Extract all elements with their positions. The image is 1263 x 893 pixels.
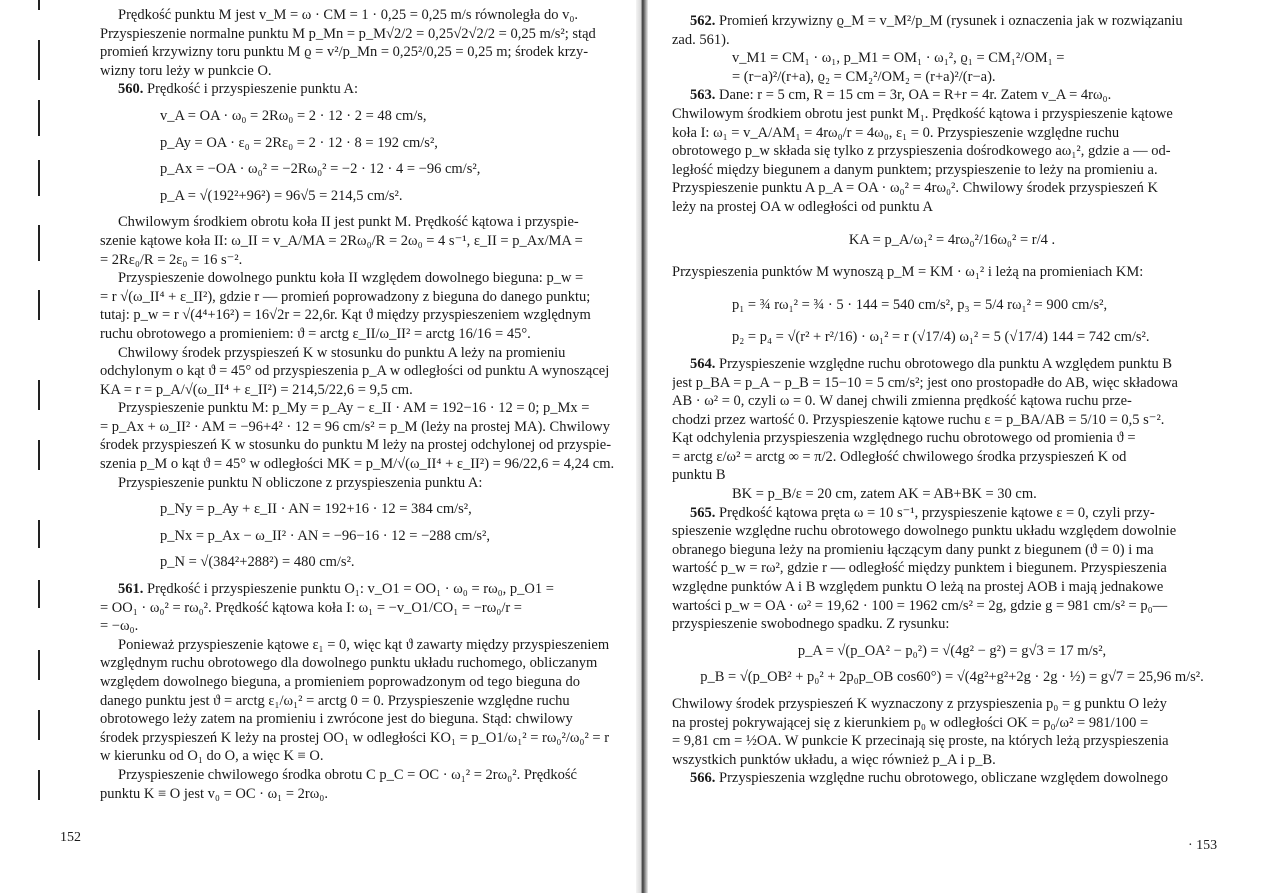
- margin-mark: [38, 710, 40, 740]
- text-line: [100, 381, 622, 400]
- line-text: obrotowego p_w składa się tylko z przyspieszenia dośrodkowego aω₁², gdzie a — od-: [672, 143, 1171, 160]
- text-line: [672, 429, 1232, 448]
- spacer: [672, 4, 1232, 12]
- line-text: Przyspieszenie normalne punktu M p_Mn = p_M√2/2 = 0,25√2√2/2 = 0,25 m/s²; stąd: [100, 25, 596, 42]
- line-text: p₁ = ¾ rω₁² = ¾ · 5 · 144 = 540 cm/s², p₃ = 5/4 rω₁² = 900 cm/s²,: [732, 296, 1108, 313]
- line-text: promień krzywizny toru punktu M ϱ = v²/p_Mn = 0,25²/0,25 = 0,25 m; środek krzy-: [100, 44, 589, 61]
- text-line: [672, 504, 1232, 523]
- text-line: [672, 374, 1232, 393]
- text-line: [100, 553, 622, 572]
- margin-mark: [38, 0, 40, 10]
- line-text: = r √(ω_II⁴ + ε_II²), gdzie r — promień poprowadzony z bieguna do danego punktu;: [100, 288, 591, 305]
- text-line: [672, 411, 1232, 430]
- line-text: chodzi przez wartość 0. Przyspieszenie kątowe ruchu ε = p_BA/AB = 5/10 = 0,5 s⁻².: [672, 411, 1165, 428]
- page-number-right: · 153: [1188, 838, 1218, 853]
- text-line: [672, 179, 1232, 198]
- line-text: p_Nx = p_Ax − ω_II² · AN = −96−16 · 12 = −288 cm/s²,: [160, 527, 491, 544]
- line-text: zad. 561).: [672, 31, 730, 48]
- spacer: [672, 660, 1232, 668]
- text-line: [672, 198, 1232, 217]
- line-text: = 2Rε₀/R = 2ε₀ = 16 s⁻².: [100, 251, 243, 268]
- text-line: [672, 124, 1232, 143]
- spacer: [672, 347, 1232, 355]
- line-text: KA = p_A/ω₁² = 4rω₀²/16ω₀² = r/4 .: [848, 231, 1056, 248]
- line-text: punktu B: [672, 467, 726, 484]
- margin-mark: [38, 650, 40, 680]
- spacer: [100, 126, 622, 134]
- line-text: p_Ax = −OA · ω₀² = −2Rω₀² = −2 · 12 · 4 = −96 cm/s²,: [160, 161, 481, 178]
- line-text: wszystkich punktów układu, a więc również p_A i p_B.: [672, 751, 996, 768]
- line-text: względnym ruchu obrotowego dla dowolnego punktu układu ruchomego, obliczanym: [100, 655, 598, 672]
- line-text: tutaj: p_w = r √(4⁴+16²) = 16√2r = 22,6r. Kąt ϑ między przyspieszeniem względnym: [100, 307, 591, 324]
- text-line: [100, 288, 622, 307]
- line-text: Przyspieszenie punktu N obliczone z przyspieszenia punktu A:: [118, 474, 483, 491]
- line-text: względem dowolnego bieguna, a promieniem poprowadzonym od tego bieguna do: [100, 674, 580, 690]
- line-text: v_M1 = CM₁ · ω₁, p_M1 = OM₁ · ω₁², ϱ₁ = CM₁²/OM₁ =: [732, 50, 1065, 67]
- text-line: [100, 580, 622, 599]
- text-line: [672, 769, 1232, 788]
- line-text: względne punktów A i B względem punktu O leżą na prostej AOB i mają jednakowe: [672, 579, 1164, 596]
- line-text: ległość między biegunem a danym punktem; przyspieszenie to leży na promieniu a.: [672, 161, 1158, 178]
- text-line: [672, 231, 1232, 250]
- spacer: [100, 205, 622, 213]
- text-line: [100, 213, 622, 232]
- line-text: p_N = √(384²+288²) = 480 cm/s².: [160, 554, 355, 571]
- line-text: danego punktu jest ϑ = arctg ε₁/ω₁² = arctg 0 = 0. Przyspieszenie względne ruchu: [100, 692, 570, 709]
- line-text: wartość p_w = rω², gdzie r — odległość między punktem i biegunem. Przyspieszenia: [672, 560, 1167, 577]
- right-page: [648, 0, 1263, 893]
- line-text: p₂ = p₄ = √(r² + r²/16) · ω₁² = r (√17/4) ω₁² = 5 (√17/4) 144 = 742 cm/s².: [732, 329, 1150, 346]
- text-line: [672, 695, 1232, 714]
- line-text: jest p_BA = p_A − p_B = 15−10 = 5 cm/s²; jest ono prostopadłe do AB, więc składowa: [672, 374, 1178, 391]
- line-text: Prędkość i przyspieszenie punktu O₁: v_O1 = OO₁ · ω₀ = rω₀, p_O1 =: [143, 581, 554, 598]
- line-text: obranego bieguna leży na promieniu łączącym dany punkt z biegunem (ϑ = 0) i ma: [672, 541, 1154, 558]
- text-line: [100, 325, 622, 344]
- text-line: [100, 344, 622, 363]
- text-line: [672, 296, 1232, 315]
- text-line: [100, 673, 622, 692]
- spacer: [100, 179, 622, 187]
- text-line: [672, 263, 1232, 282]
- text-line: [100, 636, 622, 655]
- text-line: [672, 751, 1232, 770]
- text-line: [100, 418, 622, 437]
- spacer: [100, 572, 622, 580]
- line-text: Chwilowym środkiem obrotu jest punkt M₁. Prędkość kątowa i przyspieszenie kątowe: [672, 105, 1173, 122]
- margin-mark: [38, 770, 40, 800]
- line-text: Przyspieszenie punktu M: p_My = p_Ay − ε_II · AM = 192−16 · 12 = 0; p_Mx =: [118, 400, 590, 417]
- line-text: p_B = √(p_OB² + p₀² + 2p₀p_OB cos60°) = √(4g²+g²+2g · 2g · ½) = g√7 = 25,96 m/s².: [700, 669, 1204, 686]
- text-line: [672, 328, 1232, 347]
- spacer: [672, 314, 1232, 328]
- text-line: [672, 485, 1232, 504]
- problem-number: 566.: [690, 770, 716, 787]
- line-text: spieszenie względne ruchu obrotowego dowolnego punktu układu względem dowolnie: [672, 523, 1177, 540]
- line-text: = p_Ax + ω_II² · AM = −96+4² · 12 = 96 cm/s² = p_M (leży na prostej MA). Chwilowy: [100, 418, 610, 435]
- line-text: Prędkość punktu M jest v_M = ω · CM = 1 · 0,25 = 0,25 m/s równoległa do v₀.: [118, 7, 579, 23]
- text-line: [100, 306, 622, 325]
- line-text: = 9,81 cm = ½OA. W punkcie K przecinają się proste, na których leżą przyspieszenia: [672, 733, 1169, 750]
- spacer: [100, 152, 622, 160]
- problem-number: 561.: [118, 581, 144, 598]
- line-text: Przyspieszenie chwilowego środka obrotu C p_C = OC · ω₁² = 2rω₀². Prędkość: [118, 766, 577, 783]
- text-line: [672, 12, 1232, 31]
- line-text: na prostej pokrywającej się z kierunkiem p₀ w odległości OK = p₀/ω² = 981/100 =: [672, 714, 1149, 731]
- text-line: [100, 269, 622, 288]
- line-text: KA = r = p_A/√(ω_II⁴ + ε_II²) = 214,5/22,6 = 9,5 cm.: [100, 381, 413, 398]
- line-text: Prędkość i przyspieszenie punktu A:: [143, 81, 359, 98]
- line-text: = (r−a)²/(r+a), ϱ₂ = CM₂²/OM₂ = (r+a)²/(r−a).: [732, 68, 996, 85]
- text-line: [100, 62, 622, 81]
- text-line: [672, 522, 1232, 541]
- spacer: [100, 519, 622, 527]
- line-text: Prędkość kątowa pręta ω = 10 s⁻¹, przyspieszenie kątowe ε = 0, czyli przy-: [715, 504, 1155, 521]
- text-line: [100, 455, 622, 474]
- line-text: Kąt odchylenia przyspieszenia względnego ruchu obrotowego od promienia ϑ =: [672, 430, 1136, 447]
- line-text: szenie kątowe koła II: ω_II = v_A/MA = 2Rω₀/R = 2ω₀ = 4 s⁻¹, ε_II = p_Ax/MA =: [100, 232, 583, 249]
- margin-mark: [38, 160, 40, 196]
- line-text: BK = p_B/ε = 20 cm, zatem AK = AB+BK = 30 cm.: [732, 486, 1037, 503]
- spacer: [672, 249, 1232, 263]
- line-text: szenia p_M o kąt ϑ = 45° w odległości MK = p_M/√(ω_II⁴ + ε_II²) = 96/22,6 = 4,24 cm.: [100, 456, 615, 473]
- text-line: [672, 142, 1232, 161]
- line-text: p_Ay = OA · ε₀ = 2Rε₀ = 2 · 12 · 8 = 192 cm/s²,: [160, 134, 438, 151]
- text-line: [100, 232, 622, 251]
- text-line: [672, 49, 1232, 68]
- spacer: [100, 99, 622, 107]
- line-text: = OO₁ · ω₀² = rω₀². Prędkość kątowa koła I: ω₁ = −v_O1/CO₁ = −rω₀/r =: [100, 599, 522, 616]
- spacer: [672, 634, 1232, 642]
- line-text: obrotowego leży zatem na promieniu i zwrócone jest do bieguna. Stąd: chwilowy: [100, 711, 573, 728]
- line-text: koła I: ω₁ = v_A/AM₁ = 4rω₀/r = 4ω₀, ε₁ = 0. Przyspieszenie względne ruchu: [672, 124, 1120, 141]
- problem-number: 562.: [690, 13, 716, 29]
- text-line: [100, 500, 622, 519]
- margin-mark: [38, 290, 40, 320]
- text-line: [672, 68, 1232, 87]
- text-line: [672, 31, 1232, 50]
- text-line: [100, 785, 622, 804]
- text-line: [100, 187, 622, 206]
- text-line: [672, 597, 1232, 616]
- line-text: ruchu obrotowego a promieniem: ϑ = arctg ε_II/ω_II² = arctg 16/16 = 45°.: [100, 325, 531, 342]
- text-line: [672, 714, 1232, 733]
- text-line: [100, 134, 622, 153]
- margin-mark: [38, 225, 40, 261]
- line-text: Promień krzywizny ϱ_M = v_M²/p_M (rysunek i oznaczenia jak w rozwiązaniu: [715, 13, 1183, 29]
- spacer: [100, 545, 622, 553]
- spacer: [672, 282, 1232, 296]
- margin-mark: [38, 580, 40, 608]
- margin-mark: [38, 380, 40, 410]
- text-line: [672, 355, 1232, 374]
- line-text: Przyspieszenie względne ruchu obrotowego dla punktu A względem punktu B: [715, 355, 1173, 372]
- margin-mark: [38, 40, 40, 80]
- text-line: [100, 107, 622, 126]
- line-text: Przyspieszenie punktu A p_A = OA · ω₀² = 4rω₀². Chwilowy środek przyspieszeń K: [672, 180, 1158, 197]
- line-text: wartości p_w = OA · ω² = 19,62 · 100 = 1962 cm/s² = 2g, gdzie g = 981 cm/s² = p₀—: [672, 597, 1168, 614]
- line-text: przyspieszenie swobodnego spadku. Z rysunku:: [672, 616, 950, 633]
- text-line: [100, 729, 622, 748]
- line-text: v_A = OA · ω₀ = 2Rω₀ = 2 · 12 · 2 = 48 cm/s,: [160, 107, 427, 124]
- problem-number: 565.: [690, 504, 716, 521]
- text-line: [100, 710, 622, 729]
- text-line: [672, 392, 1232, 411]
- line-text: leży na prostej OA w odległości od punktu A: [672, 198, 933, 215]
- margin-mark: [38, 520, 40, 548]
- text-line: [100, 474, 622, 493]
- spacer: [672, 687, 1232, 695]
- text-line: [100, 43, 622, 62]
- text-line: [100, 436, 622, 455]
- line-text: p_A = √(192²+96²) = 96√5 = 214,5 cm/s².: [160, 187, 403, 204]
- text-line: [100, 6, 622, 25]
- text-line: [100, 25, 622, 44]
- line-text: odchylonym o kąt ϑ = 45° od przyspieszenia p_A w odległości od punktu A wynoszącej: [100, 363, 610, 380]
- text-line: [672, 466, 1232, 485]
- text-line: [100, 766, 622, 785]
- problem-number: 560.: [118, 81, 144, 98]
- line-text: środek przyspieszeń K w stosunku do punktu M leży na prostej odchylonej od przyspie-: [100, 437, 612, 454]
- text-line: [100, 160, 622, 179]
- line-text: p_A = √(p_OA² − p₀²) = √(4g² − g²) = g√3 = 17 m/s²,: [797, 642, 1107, 659]
- text-line: [672, 732, 1232, 751]
- text-line: [672, 642, 1232, 661]
- text-line: [672, 668, 1232, 687]
- text-line: [672, 161, 1232, 180]
- spacer: [672, 217, 1232, 231]
- text-line: [100, 654, 622, 673]
- line-text: Ponieważ przyspieszenie kątowe ε₁ = 0, więc kąt ϑ zawarty między przyspieszeniem: [118, 636, 610, 653]
- line-text: w kierunku od O₁ do O, a więc K ≡ O.: [100, 748, 324, 765]
- line-text: wizny toru leży w punkcie O.: [100, 62, 272, 79]
- text-line: [672, 578, 1232, 597]
- problem-number: 564.: [690, 355, 716, 372]
- margin-mark: [38, 100, 40, 136]
- margin-mark: [38, 440, 40, 470]
- text-line: [100, 527, 622, 546]
- line-text: Przyspieszenia względne ruchu obrotowego, obliczane względem dowolnego: [715, 770, 1168, 787]
- line-text: p_Ny = p_Ay + ε_II · AN = 192+16 · 12 = 384 cm/s²,: [160, 501, 472, 518]
- text-line: [100, 747, 622, 766]
- text-line: [100, 617, 622, 636]
- page-number-left: 152: [60, 830, 81, 845]
- right-page-body: [672, 4, 1232, 788]
- text-line: [100, 80, 622, 99]
- line-text: Chwilowy środek przyspieszeń K w stosunku do punktu A leży na promieniu: [118, 344, 566, 361]
- text-line: [672, 615, 1232, 634]
- line-text: Przyspieszenia punktów M wynoszą p_M = KM · ω₁² i leżą na promieniach KM:: [672, 264, 1144, 281]
- text-line: [100, 362, 622, 381]
- left-page-body: [100, 6, 622, 803]
- line-text: AB · ω² = 0, czyli ω = 0. W danej chwili zmienna prędkość kątowa ruchu prze-: [672, 393, 1132, 410]
- line-text: punktu K ≡ O jest v₀ = OC · ω₁ = 2rω₀.: [100, 785, 328, 802]
- line-text: Chwilowy środek przyspieszeń K wyznaczony z przyspieszenia p₀ = g punktu O leży: [672, 696, 1167, 712]
- line-text: = −ω₀.: [100, 618, 139, 635]
- text-line: [672, 448, 1232, 467]
- text-line: [672, 86, 1232, 105]
- line-text: Dane: r = 5 cm, R = 15 cm = 3r, OA = R+r = 4r. Zatem v_A = 4rω₀.: [715, 87, 1112, 104]
- text-line: [100, 599, 622, 618]
- book-gutter: [636, 0, 648, 893]
- text-line: [100, 692, 622, 711]
- text-line: [100, 399, 622, 418]
- text-line: [100, 251, 622, 270]
- text-line: [672, 559, 1232, 578]
- text-line: [672, 105, 1232, 124]
- spacer: [100, 492, 622, 500]
- line-text: = arctg ε/ω² = arctg ∞ = π/2. Odległość chwilowego środka przyspieszeń K od: [672, 448, 1127, 465]
- text-line: [672, 541, 1232, 560]
- problem-number: 563.: [690, 87, 716, 104]
- line-text: Chwilowym środkiem obrotu koła II jest punkt M. Prędkość kątowa i przyspie-: [118, 214, 579, 231]
- line-text: środek przyspieszeń K leży na prostej OO₁ w odległości KO₁ = p_O1/ω₁² = rω₀²/ω₀² = r: [100, 729, 610, 746]
- line-text: Przyspieszenie dowolnego punktu koła II względem dowolnego bieguna: p_w =: [118, 270, 584, 287]
